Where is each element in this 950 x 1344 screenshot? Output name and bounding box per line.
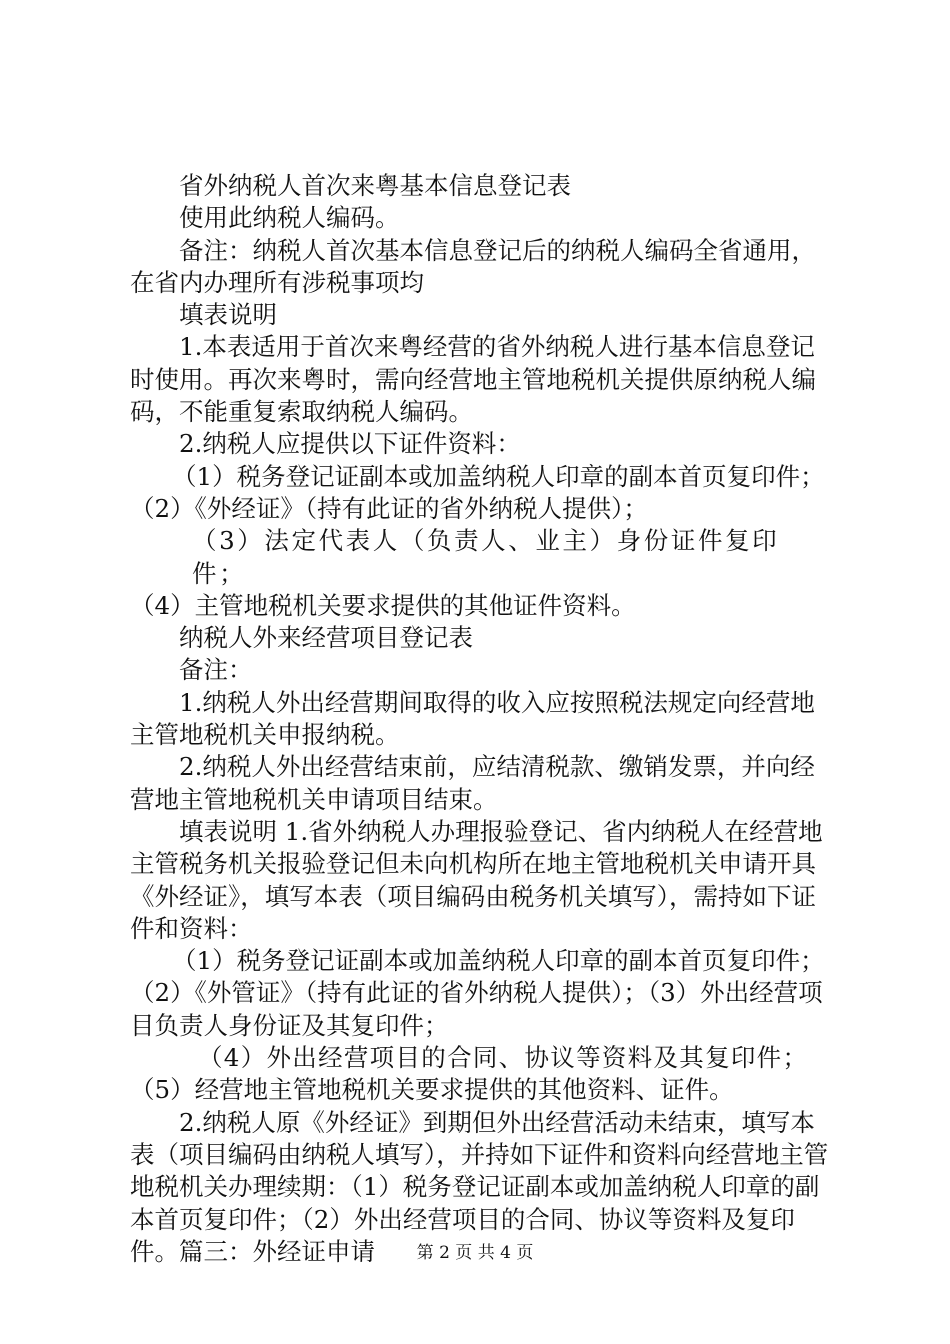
document-body: [130, 170, 830, 1268]
paragraph: 2.纳税人外出经营结束前，应结清税款、缴销发票，并向经营地主管地税机关申请项目结束。: [130, 752, 815, 814]
page-number: 第 2 页 共 4 页: [416, 1243, 534, 1263]
paragraph: 使用此纳税人编码。: [179, 203, 400, 233]
paragraph: 2.纳税人应提供以下证件资料：: [179, 429, 521, 459]
paragraph: 填表说明 1.省外纳税人办理报验登记、省内纳税人在经营地主管税务机关报验登记但未向机构所在地主管地税机关申请开具《外经证》，填写本表（项目编码由税务机关填写），需持如下证件和资料：: [130, 816, 823, 943]
section-title: 省外纳税人首次来粤基本信息登记表: [179, 171, 571, 200]
section-title: 纳税人外来经营项目登记表: [179, 623, 473, 653]
paragraph: 1.纳税人外出经营期间取得的收入应按照税法规定向经营地主管地税机关申报纳税。: [130, 687, 815, 750]
list-item: （1）税务登记证副本或加盖纳税人印章的副本首页复印件；: [172, 461, 825, 491]
list-item: （4）主管地税机关要求提供的其他证件资料。: [130, 590, 636, 620]
list-item: （2）《外管证》（持有此证的省外纳税人提供）；（3）外出经营项目负责人身份证及其复印件；: [130, 978, 823, 1040]
note-label: 备注：: [179, 655, 253, 685]
list-item: （5）经营地主管地税机关要求提供的其他资料、证件。: [130, 1075, 734, 1105]
paragraph: 1.本表适用于首次来粤经营的省外纳税人进行基本信息登记时使用。再次来粤时，需向经营地主管地税机关提供原纳税人编码，不能重复索取纳税人编码。: [130, 332, 816, 427]
paragraph: 2.纳税人原《外经证》到期但外出经营活动未结束，填写本表（项目编码由纳税人填写），并持如下证件和资料向经营地主管地税机关办理续期：（1）税务登记证副本或加盖纳税人印章的副本首页复印件；（2）外出经营项目的合同、协议等资料及复印件。篇三：外经证申请: [130, 1107, 829, 1266]
list-item: （4）外出经营项目的合同、协议等资料及其复印件；: [198, 1043, 809, 1073]
section-heading: 填表说明: [179, 300, 277, 330]
list-item: （1）税务登记证副本或加盖纳税人印章的副本首页复印件；: [172, 946, 825, 976]
note-paragraph: 备注：纳税人首次基本信息登记后的纳税人编码全省通用，在省内办理所有涉税事项均: [130, 235, 816, 297]
list-item: （3）法定代表人（负责人、业主）身份证件复印件；: [192, 526, 780, 588]
list-item: （2）《外经证》（持有此证的省外纳税人提供）；: [130, 493, 648, 523]
